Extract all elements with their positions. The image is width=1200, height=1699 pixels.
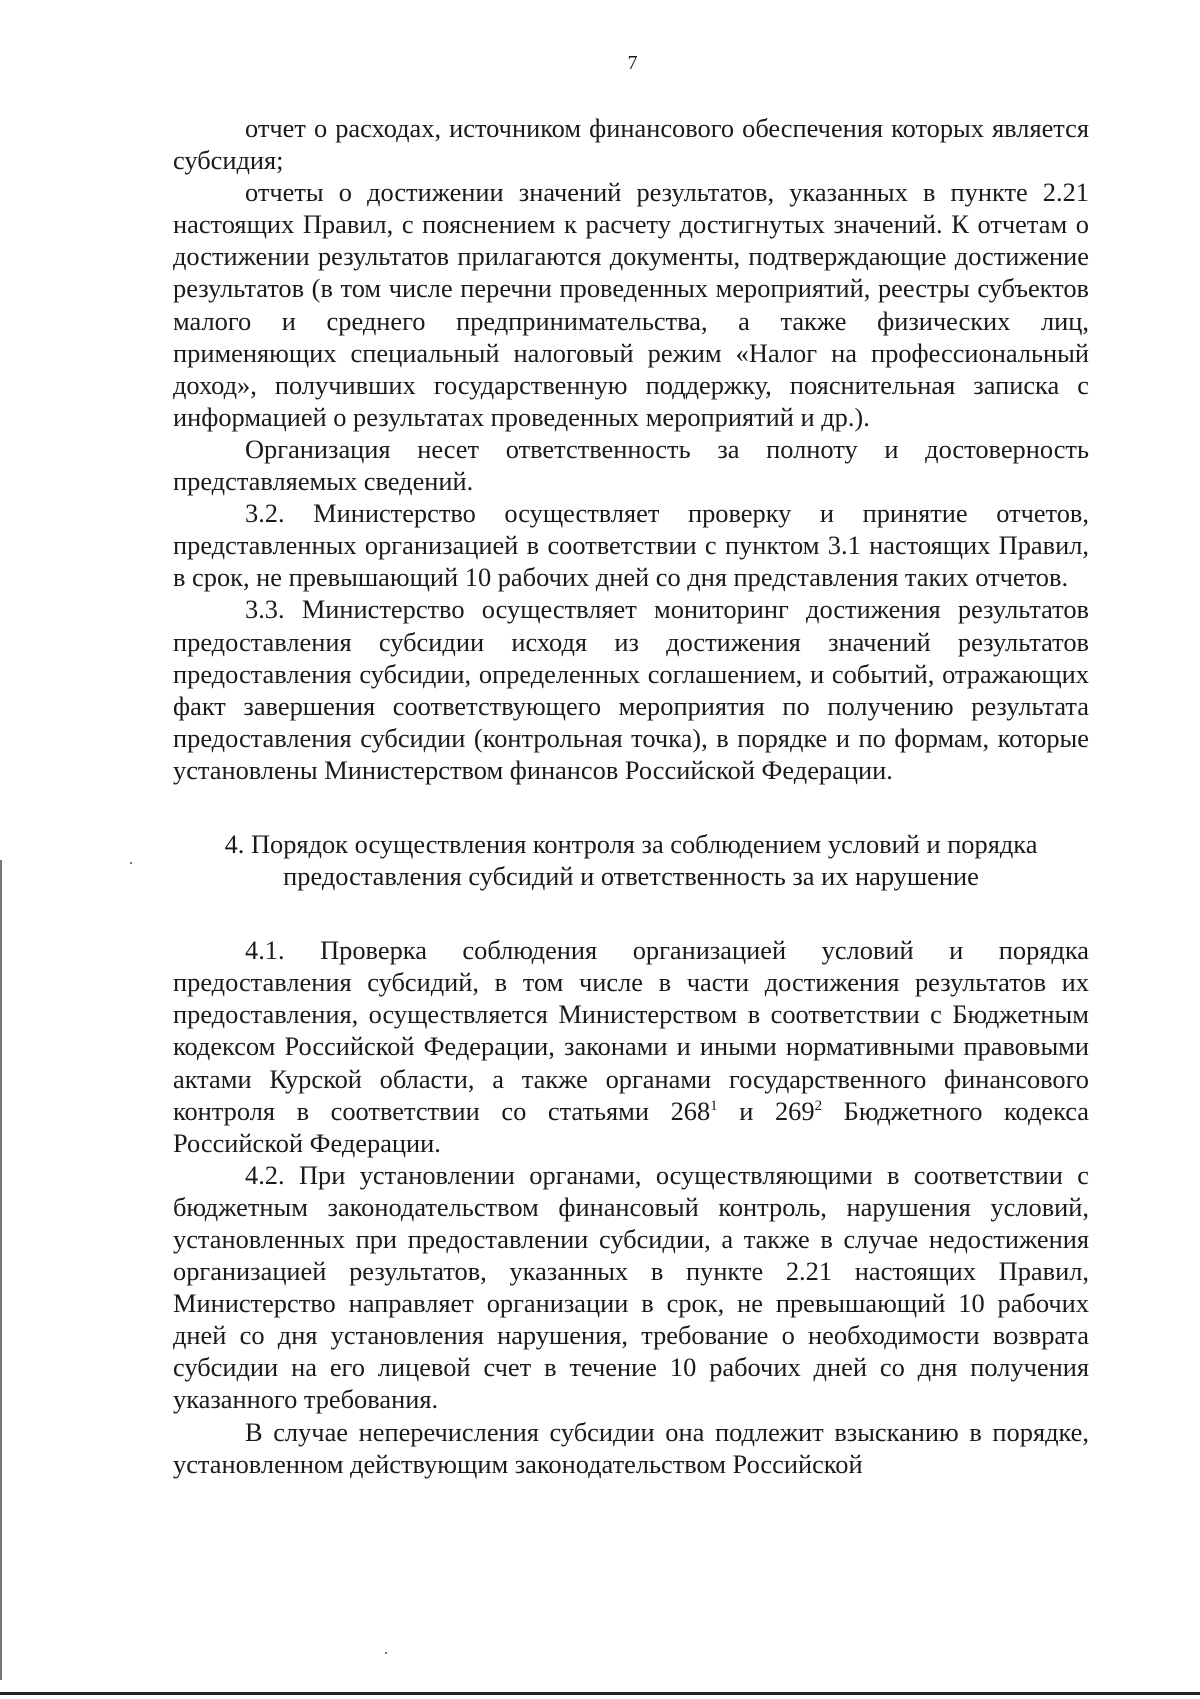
- paragraph-recovery: В случае неперечисления субсидии она подлежит взысканию в порядке, установленном действующим законодательством Российской: [173, 1416, 1089, 1479]
- scan-left-edge: [0, 860, 2, 1680]
- superscript-1: 1: [710, 1097, 718, 1114]
- page-number: 7: [627, 52, 638, 74]
- paragraph-report-expenses: отчет о расходах, источником финансового обеспечения которых является субсидия;: [173, 113, 1089, 176]
- scan-bottom-edge: [0, 1692, 1200, 1695]
- paragraph-4-1-text: 4.1. Проверка соблюдения организацией условий и порядка предоставления субсидий, в том числе в части достижения результатов их предоставления, осуществляется Министерством в соответствии с Бюджетным кодексом Российской Федерации, законами и иными нормативными правовыми актами Курской области, а также органами государственного финансового контроля в соответствии со статьями 268: [173, 935, 1089, 1126]
- paragraph-3-2: 3.2. Министерство осуществляет проверку и принятие отчетов, представленных организацией в соответствии с пунктом 3.1 настоящих Правил, в срок, не превышающий 10 рабочих дней со дня представления таких отчетов.: [173, 498, 1089, 593]
- paragraph-4-2: 4.2. При установлении органами, осуществляющими в соответствии с бюджетным законодательством финансовый контроль, нарушения условий, установленных при предоставлении субсидии, а также в случае недостижения организацией результатов, указанных в пункте 2.21 настоящих Правил, Министерство направляет организации в срок, не превышающий 10 рабочих дней со дня установления нарушения, требование о необходимости возврата субсидии на его лицевой счет в течение 10 рабочих дней со дня получения указанного требования.: [173, 1159, 1089, 1415]
- section-heading-line-1: 4. Порядок осуществления контроля за соблюдением условий и порядка: [224, 828, 1038, 859]
- section-heading-line-2: предоставления субсидий и ответственность за их нарушение: [283, 861, 979, 892]
- paragraph-3-3: 3.3. Министерство осуществляет мониторинг достижения результатов предоставления субсидии исходя из достижения значений результатов предоставления субсидии, определенных соглашением, и событий, отражающих факт завершения соответствующего мероприятия по получению результата предоставления субсидии (контрольная точка), в порядке и по формам, которые установлены Министерством финансов Российской Федерации.: [173, 594, 1089, 785]
- paragraph-responsibility: Организация несет ответственность за полноту и достоверность представляемых сведений.: [173, 433, 1089, 497]
- section-heading: [173, 828, 1089, 892]
- paragraph-results-reports: отчеты о достижении значений результатов, указанных в пункте 2.21 настоящих Правил, с пояснением к расчету достигнутых значений. К отчетам о достижении результатов прилагаются документы, подтверждающие достижение результатов (в том числе перечни проведенных мероприятий, реестры субъектов малого и среднего предпринимательства, а также физических лиц, применяющих специальный налоговый режим «Налог на профессиональный доход», получивших государственную поддержку, пояснительная записка с информацией о результатах проведенных мероприятий и др.).: [173, 177, 1089, 432]
- scan-speck: [385, 1652, 387, 1654]
- scan-speck: [130, 862, 132, 864]
- paragraph-4-1-tail: Бюджетного кодекса Российской Федерации.: [173, 1095, 1090, 1158]
- paragraph-4-1-mid: и 269: [717, 1095, 815, 1126]
- paragraph-4-1: [173, 934, 1089, 1159]
- superscript-2: 2: [814, 1097, 823, 1114]
- document-body: [173, 112, 1089, 1480]
